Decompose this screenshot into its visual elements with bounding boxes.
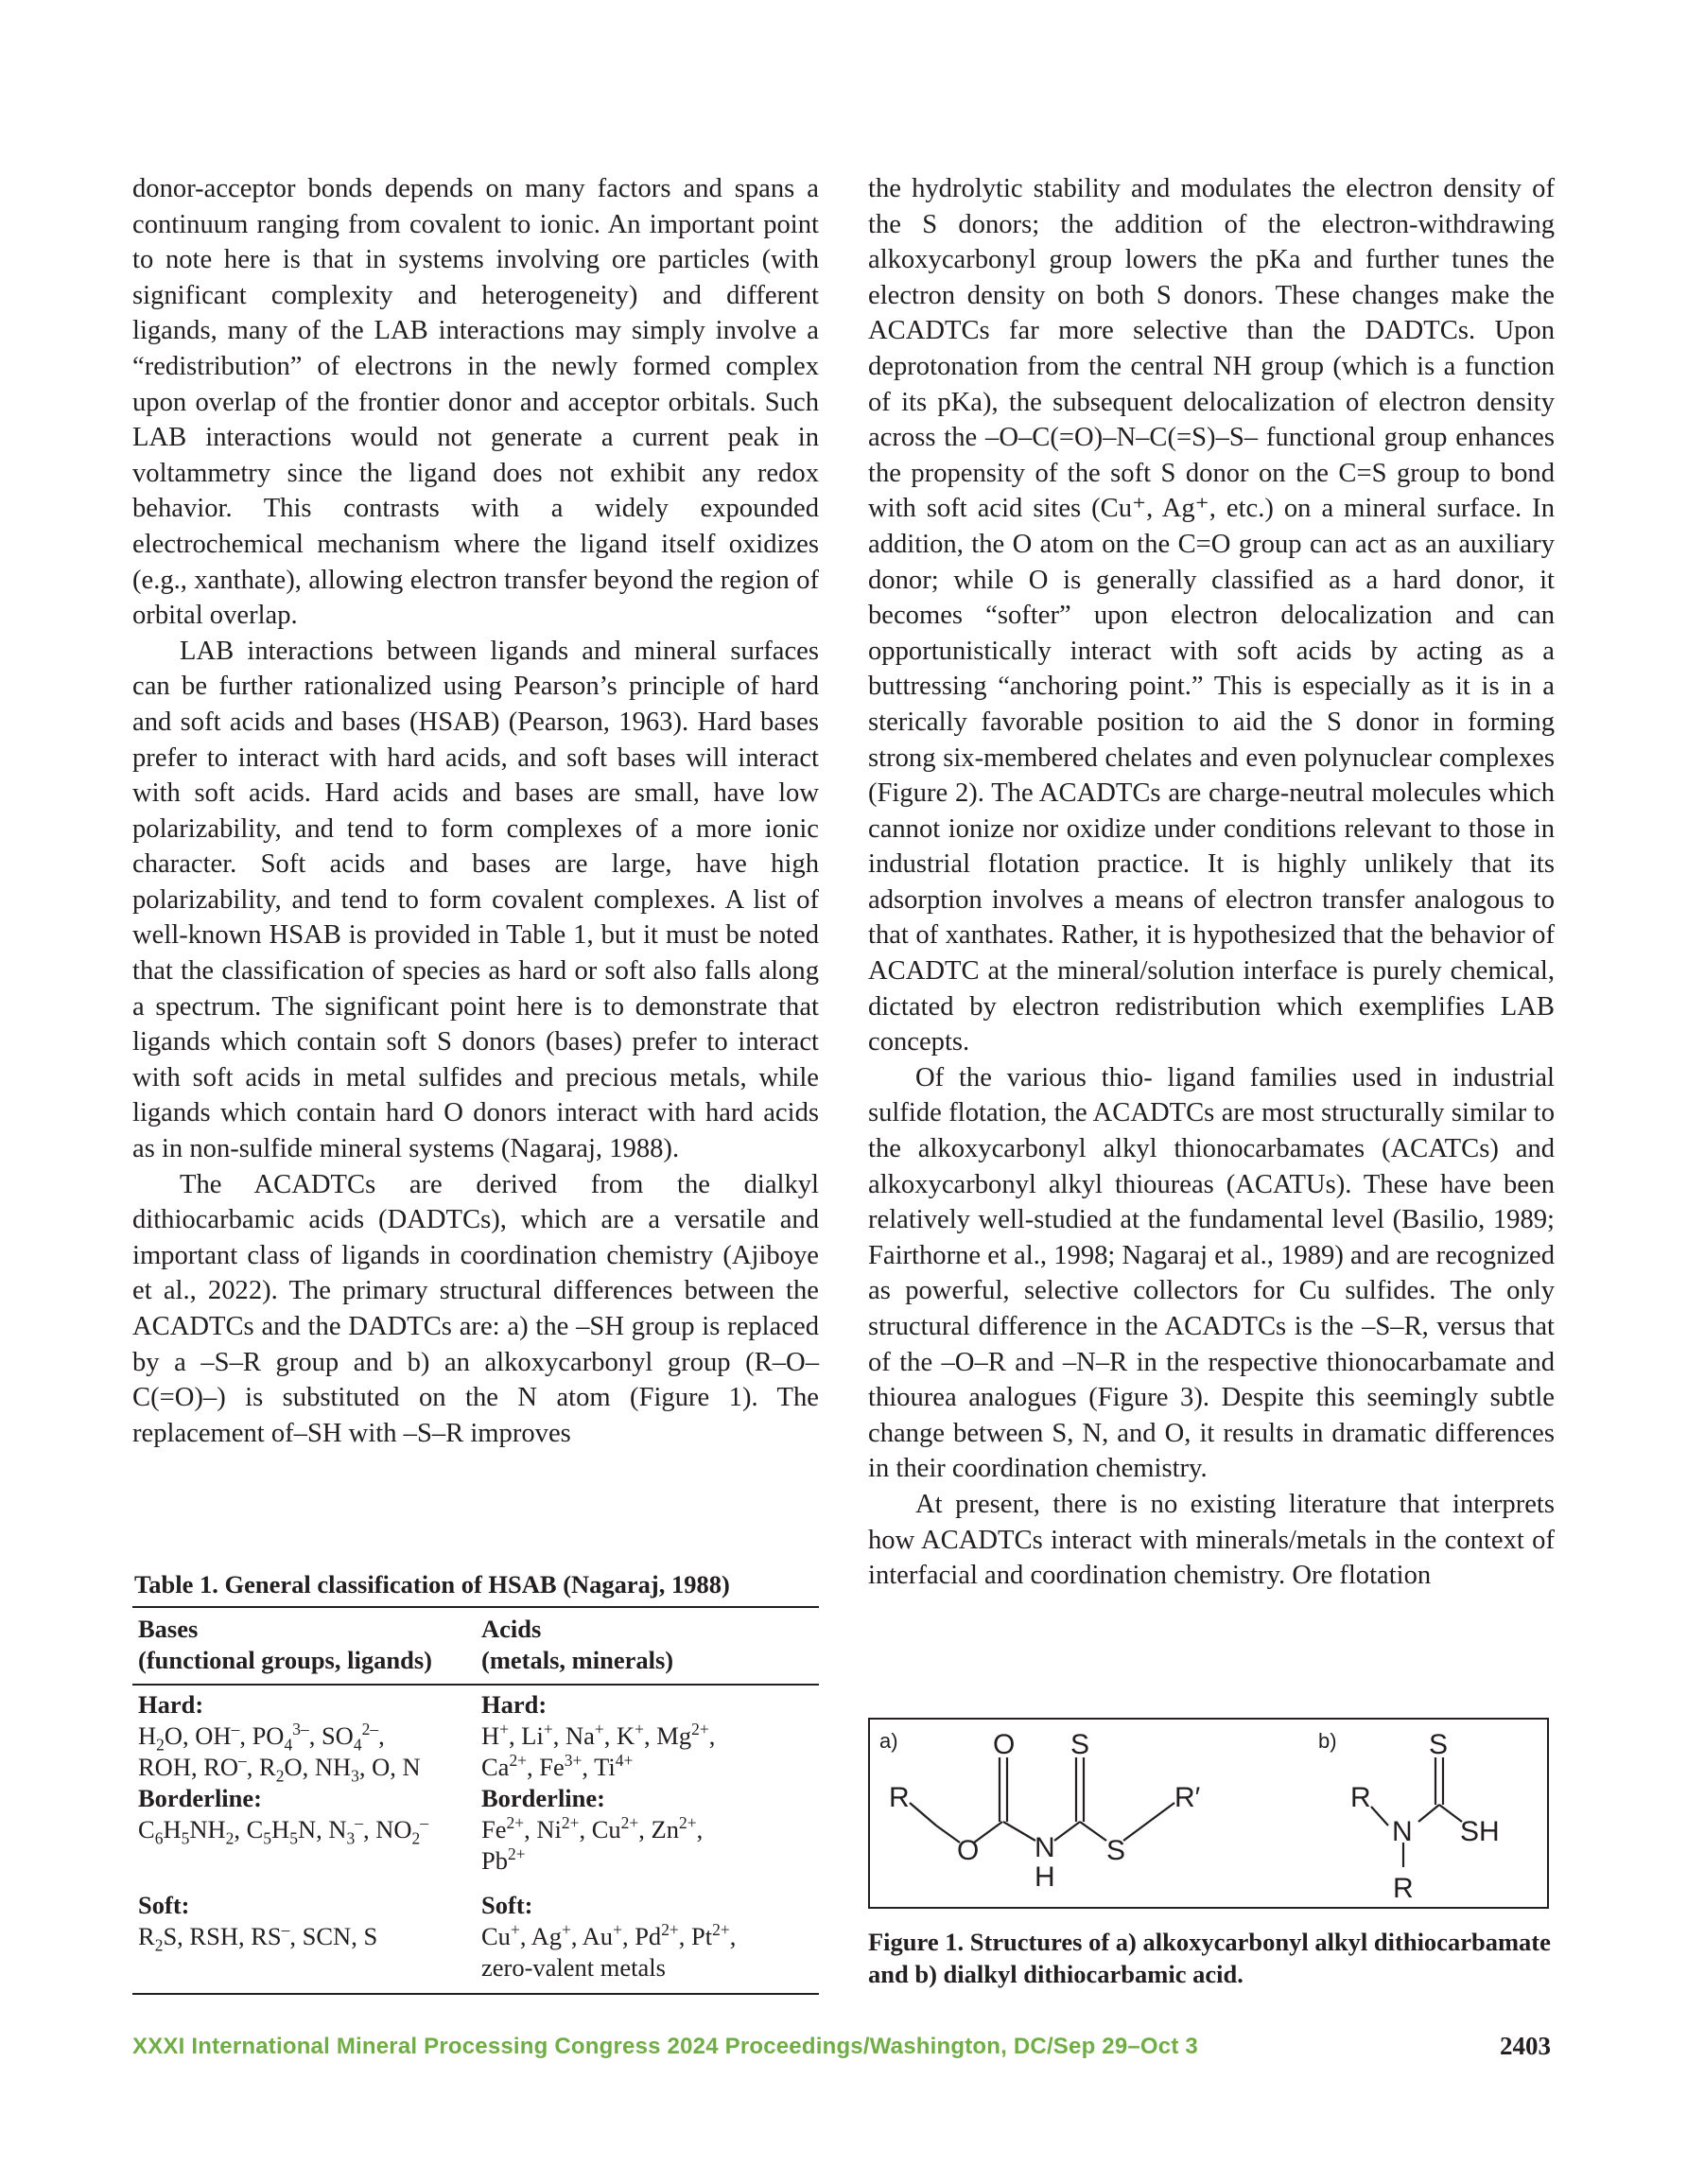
atom-label: S [1429,1729,1449,1760]
table-row [132,1783,819,1877]
left-column [132,171,819,1451]
figure-1-structures [868,1718,1549,1909]
atom-label: R′ [1174,1782,1201,1813]
chemical-structures-diagram [870,1720,1547,1907]
panel-a-bonds [910,1757,1174,1843]
soft-acids-cell [476,1877,819,1994]
hard-bases-label: Hard: [138,1690,204,1719]
hard-acids-cell [476,1685,819,1783]
bases-header: Bases (functional groups, ligands) [138,1615,432,1674]
atom-label: N [1035,1832,1055,1863]
atom-label: N [1392,1816,1413,1847]
table-row [132,1877,819,1994]
atom-label: S [1106,1835,1126,1866]
table-row [132,1685,819,1783]
footer-proceedings: XXXI International Mineral Processing Congress 2024 Proceedings/Washington, DC/Sep 29–Oct 3 [132,2034,1198,2059]
panel-a-label: a) [879,1729,898,1753]
borderline-bases-cell [132,1783,476,1877]
paragraph: Of the various thio- ligand families used in industrial sulfide flotation, the ACADTCs are most structurally similar to the alkoxycarbonyl alkyl thionocarbamates (ACATCs) and alkoxycarbonyl alkyl thioureas (ACATUs). These have been relatively well-studied at the fundamental level (Basilio, 1989; Fairthorne et al., 1998; Nagaraj et al., 1989) and are recognized as powerful, selective collectors for Cu sulfides. The only structural difference in the ACADTCs is the –S–R, versus that of the –O–R and –N–R in the respective thionocarbamate and thiourea analogues (Figure 3). Despite this seemingly subtle change between S, N, and O, it results in dramatic differences in their coordination chemistry. [868,1062,1555,1484]
hsab-table [132,1606,819,1995]
soft-bases-list: $R_2S$, RSH, RS–, SCN, S [138,1920,378,1955]
panel-b-bonds [1371,1757,1462,1867]
soft-acids-list: Cu+, Ag+, Au+, $Pd^{2+}$, $Pt^{2+}$, zero-valent metals [481,1920,737,1982]
soft-bases-cell [132,1877,476,1994]
hard-acids-list: H+, Li+, Na+, K+, $Mg^{2+}$, $Ca^{2+}$, $Fe^{3+}$, $Ti^{4+}$ [481,1720,716,1781]
borderline-bases-list: $C_6H_5NH_2$, $C_5H_5N$, $N_3^-$, $NO_2^-$ [138,1813,428,1848]
atom-label: H [1035,1861,1055,1893]
borderline-bases-label: Borderline: [138,1784,262,1812]
figure-caption: Figure 1. Structures of a) alkoxycarbonyl alkyl dithiocarbamate and b) dialkyl dithiocarbamic acid. [868,1928,1551,1988]
borderline-acids-list: $Fe^{2+}$, $Ni^{2+}$, $Cu^{2+}$, $Zn^{2+}$, $Pb^{2+}$ [481,1813,704,1875]
soft-bases-label: Soft: [138,1891,190,1919]
page-number: 2403 [1500,2032,1551,2060]
table-caption: Table 1. General classification of HSAB (Nagaraj, 1988) [134,1570,730,1599]
atom-label: R [1393,1873,1414,1904]
hsab-table-block [132,1568,819,1995]
paragraph: At present, there is no existing literature that interprets how ACADTCs interact with minerals/metals in the context of interfacial and coordination chemistry. Ore flotation [868,1489,1555,1591]
hard-acids-label: Hard: [481,1690,548,1719]
paragraph: The ACADTCs are derived from the dialkyl dithiocarbamic acids (DADTCs), which are a versatile and important class of ligands in coordination chemistry (Ajiboye et al., 2022). The primary structural differences between the ACADTCs and the DADTCs are: a) the –SH group is replaced by a –S–R group and b) an alkoxycarbonyl group (R–O–C(=O)–) is substituted on the N atom (Figure 1). The replacement of–SH with –S–R improves [132,1169,819,1448]
soft-acids-label: Soft: [481,1891,533,1919]
atom-label: R [1350,1782,1371,1813]
atom-label: R [889,1782,910,1813]
borderline-acids-cell [476,1783,819,1877]
panel-b-label: b) [1318,1729,1337,1753]
atom-label: S [1070,1729,1090,1760]
paragraph: donor-acceptor bonds depends on many factors and spans a continuum ranging from covalent to ionic. An important point to note here is that in systems involving ore particles (with significant complexity and heterogeneity) and different ligands, many of the LAB interactions may simply involve a “redistribution” of electrons in the newly formed complex upon overlap of the frontier donor and acceptor orbitals. Such LAB interactions would not generate a current peak in voltammetry since the ligand does not exhibit any redox behavior. This contrasts with a widely expounded electrochemical mechanism where the ligand itself oxidizes (e.g., xanthate), allowing electron transfer beyond the region of orbital overlap. [132,174,819,631]
atom-label: O [993,1729,1016,1760]
table-header-row [132,1607,819,1685]
hard-bases-list: $H_2O$, OH–, $PO_4^{3-}$, $SO_4^{2-}$, ROH, RO–, $R_2O$, $NH_3$, O, N [138,1720,421,1786]
hard-bases-cell [132,1685,476,1786]
atom-label: O [957,1835,980,1866]
acids-header: Acids (metals, minerals) [481,1615,674,1674]
borderline-acids-label: Borderline: [481,1784,605,1812]
atom-label: SH [1460,1816,1500,1847]
right-column [868,171,1555,1594]
paragraph: the hydrolytic stability and modulates the electron density of the S donors; the addition of the electron-withdrawing alkoxycarbonyl group lowers the pKa and further tunes the electron density on both S donors. These changes make the ACADTCs far more selective than the DADTCs. Upon deprotonation from the central NH group (which is a function of its pKa), the subsequent delocalization of electron density across the –O–C(=O)–N–C(=S)–S– functional group enhances the propensity of the soft S donor on the C=S group to bond with soft acid sites (Cu⁺, Ag⁺, etc.) on a mineral surface. In addition, the O atom on the C=O group can act as an auxiliary donor; while O is generally classified as a hard donor, it becomes “softer” upon electron delocalization and can opportunistically interact with soft acids by acting as a buttressing “anchoring point.” This is especially as it is in a sterically favorable position to aid the S donor in forming strong six-membered chelates and even polynuclear complexes (Figure 2). The ACADTCs are charge-neutral molecules which cannot ionize nor oxidize under conditions relevant to those in industrial flotation practice. It is highly unlikely that its adsorption involves a means of electron transfer analogous to that of xanthates. Rather, it is hypothesized that the behavior of ACADTC at the mineral/solution interface is purely chemical, dictated by electron redistribution which exemplifies LAB concepts. [868,174,1555,1057]
paragraph: LAB interactions between ligands and mineral surfaces can be further rationalized using Pearson’s principle of hard and soft acids and bases (HSAB) (Pearson, 1963). Hard bases prefer to interact with hard acids, and soft bases will interact with soft acids. Hard acids and bases are small, have low polarizability, and tend to form complexes of a more ionic character. Soft acids and bases are large, have high polarizability, and tend to form covalent complexes. A list of well-known HSAB is provided in Table 1, but it must be noted that the classification of species as hard or soft also falls along a spectrum. The significant point here is to demonstrate that ligands which contain soft S donors (bases) prefer to interact with soft acids in metal sulfides and precious metals, while ligands which contain hard O donors interact with hard acids as in non-sulfide mineral systems (Nagaraj, 1988). [132,636,819,1164]
